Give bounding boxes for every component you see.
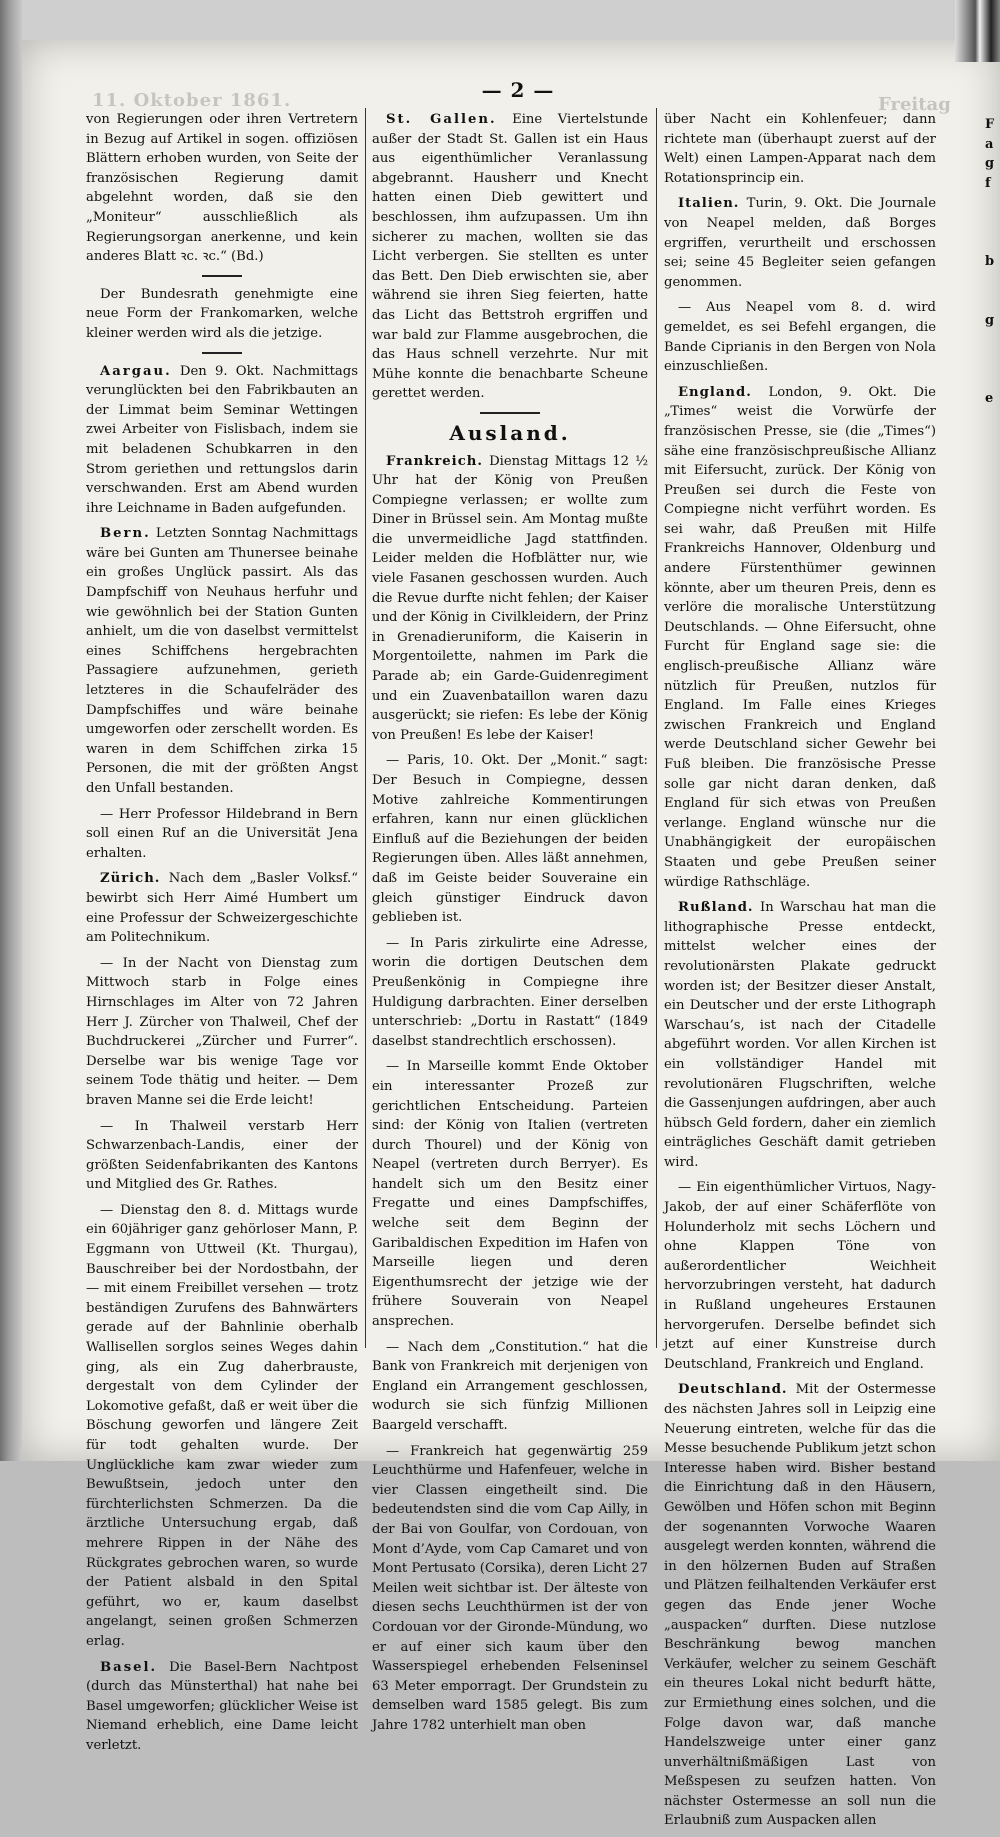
place-name: Bern. xyxy=(100,526,151,542)
cutoff-char xyxy=(985,840,1000,860)
article-text: Letzten Sonntag Nachmittags wäre bei Gunten am Thunersee beinahe ein großes Unglück passirt. Als das Dampfschiff von Neuhaus herfuhr und wie gewöhnlich bei der Station Gunten anhielt, um die von daselbst vermittelst eines Schiffchens hergebrachten Passagiere aufzunehmen, gerieth letzteres in die Schaufelräder des Dampfschiffes und wäre beinahe umgeworfen oder zerschellt worden. Es waren in dem Schiffchen zirka 15 Personen, die mit der größten Angst den Unfall bestanden. xyxy=(86,526,358,796)
article-england xyxy=(664,383,936,892)
article-paragraph: — Aus Neapel vom 8. d. wird gemeldet, es sei Befehl ergangen, die Bande Ciprianis in den Bergen von Nola einzuschließen. xyxy=(664,300,936,375)
separator-rule xyxy=(202,275,242,277)
cutoff-char xyxy=(985,566,1000,586)
article-paragraph: — Paris, 10. Okt. Der „Monit.“ sagt: Der Besuch in Compiegne, dessen Motive zahlreiche Kommentirungen erfahren, kann nur einen glücklichen Einfluß auf die Beziehungen der beiden Regierungen üben. Alles läßt annehmen, daß im Geiste beider Souveraine ein gleich günstiger Eindruck davon geblieben ist. xyxy=(372,753,648,926)
cutoff-char xyxy=(985,272,1000,292)
cutoff-char xyxy=(985,703,1000,723)
cutoff-char xyxy=(985,879,1000,899)
article-paragraph: Der Bundesrath genehmigte eine neue Form der Frankomarken, welche kleiner werden wird als die jetzige. xyxy=(86,286,358,341)
cutoff-char xyxy=(985,1114,1000,1134)
place-name: Frankreich. xyxy=(386,453,483,469)
article-paragraph: — In Thalweil verstarb Herr Schwarzenbach-Landis, einer der größten Seidenfabrikanten des Kantons und Mitglied des Gr. Rathes. xyxy=(86,1118,358,1193)
cutoff-char xyxy=(985,370,1000,390)
cutoff-char xyxy=(985,781,1000,801)
cutoff-char xyxy=(985,624,1000,644)
cutoff-char: e xyxy=(985,391,994,407)
article-paragraph: — Ein eigenthümlicher Virtuos, Nagy-Jakob, der auf einer Schäferflöte von Holunderholz mit sechs Löchern und ohne Klappen Töne von außerordentlicher Weichheit hervorzubringen versteht, hat dadurch in Rußland ungeheures Erstaunen hervorgerufen. Derselbe befindet sich jetzt auf einer Kunstreise durch Deutschland, Frankreich und England. xyxy=(664,1180,936,1372)
column-divider xyxy=(365,108,366,1348)
cutoff-char xyxy=(985,605,1000,625)
place-name: Aargau. xyxy=(100,363,172,379)
cutoff-char xyxy=(985,918,1000,938)
article-basel xyxy=(86,1658,358,1756)
column-1 xyxy=(86,110,358,1762)
cutoff-char xyxy=(985,291,1000,311)
place-name: Basel. xyxy=(100,1659,158,1675)
cutoff-char xyxy=(985,860,1000,880)
place-name: Italien. xyxy=(678,196,740,212)
section-heading-ausland: Ausland. xyxy=(449,420,571,445)
column-4-cutoff xyxy=(985,115,1000,1215)
cutoff-char xyxy=(985,1095,1000,1115)
cutoff-char xyxy=(985,331,1000,351)
cutoff-char xyxy=(985,958,1000,978)
cutoff-char xyxy=(985,899,1000,919)
article-paragraph: — Frankreich hat gegenwärtig 259 Leuchthürme und Hafenfeuer, welche in vier Classen eingetheilt sind. Die bedeutendsten sind die vom Cap Ailly, in der Bai von Goulfar, von Cordouan, von Mont d’Ayde, vom Cap Camaret und von Mont Pertusato (Corsika), deren Licht 27 Meilen weit sichtbar ist. Der älteste von diesen sechs Leuchthürmen ist der von Cordouan vor der Gironde-Mündung, wo er auf einer sich kaum über den Wasserspiegel erhebenden Felseninsel 63 Meter emporragt. Der Grundstein zu demselben ward 1585 gelegt. Bis zum Jahre 1782 unterhielt man oben xyxy=(372,1443,648,1733)
article-paragraph: — Dienstag den 8. d. Mittags wurde ein 60jähriger ganz gehörloser Mann, P. Eggmann von Uttweil (Kt. Thurgau), Bauschreiber bei der Nordostbahn, der — mit einem Freibillet versehen — trotz beständigen Zurufens des Bahnwärters gerade auf der Bahnlinie oberhalb Wallisellen sorglos seines Weges dahin ging, als ein Zug daherbrauste, dergestalt von dem Cylinder der Lokomotive gefaßt, daß er weit über die Böschung geworfen und längere Zeit für todt gehalten wurde. Der Unglückliche kam zwar wieder zum Bewußtsein, jedoch unter den fürchterlichsten Schmerzen. Da die ärztliche Untersuchung ergab, daß mehrere Rippen in der Nähe des Rückgrates gebrochen waren, so wurde der Patient alsbald in den Spital geführt, wo er, kaum daselbst angelangt, seinen großen Schmerzen erlag. xyxy=(86,1202,358,1649)
cutoff-char xyxy=(985,742,1000,762)
place-name: Deutschland. xyxy=(678,1382,788,1398)
cutoff-char xyxy=(985,801,1000,821)
cutoff-char xyxy=(985,1075,1000,1095)
separator-rule xyxy=(480,412,540,414)
cutoff-char: f xyxy=(985,175,991,191)
cutoff-char xyxy=(985,997,1000,1017)
cutoff-char xyxy=(985,1056,1000,1076)
cutoff-char xyxy=(985,1036,1000,1056)
cutoff-char xyxy=(985,1134,1000,1154)
column-2 xyxy=(372,110,648,1742)
cutoff-char xyxy=(985,213,1000,233)
scan-left-edge xyxy=(0,0,22,1461)
cutoff-char xyxy=(985,233,1000,253)
cutoff-char: g xyxy=(985,312,995,328)
article-paragraph: — Nach dem „Constitution.“ hat die Bank von Frankreich mit derjenigen von England ein Arrangement geschlossen, wodurch sie sich fünfzig Millionen Baargeld verschafft. xyxy=(372,1339,648,1433)
article-text: Mit der Ostermesse des nächsten Jahres soll in Leipzig eine Neuerung eintreten, welche für das die Messe besuchende Publikum jetzt schon Interesse haben wird. Bisher bestand die Einrichtung daß in den Häusern, Gewölben und Höfen schon mit Beginn der sogenannten Vorwoche Waaren ausgelegt werden konnten, während die in den hölzernen Buden auf Straßen und Plätzen feilhaltenden Verkäufer erst gegen das Ende jener Woche „auspacken“ durften. Diese nutzlose Beschränkung bewog manchen Verkäufer, welcher zu seinem Geschäft ein theures Lokal nicht bedurft hätte, zur Ermiethung eines solchen, und die Folge davon war, daß manche Handelszweige unter einer ganz unverhältnißmäßigen Last von Meßspesen zu seufzen hatten. Von nächster Ostermesse an soll nun die Erlaubniß zum Auspacken allen xyxy=(664,1382,936,1829)
article-bern xyxy=(86,524,358,798)
cutoff-char xyxy=(985,1173,1000,1193)
article-frankreich xyxy=(372,452,648,746)
cutoff-char xyxy=(985,507,1000,527)
cutoff-char: a xyxy=(985,136,994,152)
cutoff-char xyxy=(985,1153,1000,1173)
cutoff-char: g xyxy=(985,156,995,172)
cutoff-char: b xyxy=(985,254,995,270)
article-text: Nach dem „Basler Volksf.“ bewirbt sich Herr Aimé Humbert um eine Professur der Schweizergeschichte am Politechnikum. xyxy=(86,871,358,946)
cutoff-char xyxy=(985,977,1000,997)
article-paragraph: über Nacht ein Kohlenfeuer; dann richtete man (überhaupt zuerst auf der Welt) einen Lampen-Apparat nach dem Rotationsprincip ein. xyxy=(664,112,936,186)
cutoff-char xyxy=(985,820,1000,840)
cutoff-char xyxy=(985,1016,1000,1036)
article-aargau xyxy=(86,362,358,519)
masthead-fragment: 11. Oktober 1861. xyxy=(92,90,292,111)
column-divider xyxy=(656,108,657,1348)
article-text: Die Basel-Bern Nachtpost (durch das Münsterthal) hat nahe bei Basel umgeworfen; glücklicher Weise ist Niemand erheblich, eine Dame leicht verletzt. xyxy=(86,1659,358,1753)
cutoff-char xyxy=(985,468,1000,488)
article-zuerich xyxy=(86,869,358,947)
cutoff-char xyxy=(985,938,1000,958)
scan-corner-shadow xyxy=(955,0,1000,62)
place-name: Rußland. xyxy=(678,900,754,916)
cutoff-char xyxy=(985,409,1000,429)
article-deutschland xyxy=(664,1380,936,1831)
cutoff-char xyxy=(985,193,1000,213)
place-name: St. Gallen. xyxy=(386,112,497,127)
separator-rule xyxy=(202,352,242,354)
article-paragraph: — In Paris zirkulirte eine Adresse, worin die dortigen Deutschen dem Preußenkönig in Compiegne ihre Huldigung darbrachten. Einer derselben unterschrieb: „Dortu in Rastatt“ (1849 daselbst standrechtlich erschossen). xyxy=(372,935,648,1049)
article-text: Den 9. Okt. Nachmittags verunglückten bei den Fabrikbauten an der Limmat beim Seminar Wettingen zwei Arbeiter von Fislisbach, indem sie mit beladenen Schubkarren in den Strom geriethen und rettungslos darin verschwanden. Erst am Abend wurden ihre Leichname in Baden aufgefunden. xyxy=(86,363,358,516)
cutoff-char xyxy=(985,526,1000,546)
article-paragraph: — In Marseille kommt Ende Oktober ein interessanter Prozeß zur gerichtlichen Entscheidung. Parteien sind: der König von Italien (vertreten durch Thourel) und der König von Neapel (vertreten durch Berryer). Es handelt sich um den Besitz einer Fregatte und eines Dampfschiffes, welche seit dem Beginn der Garibaldischen Expedition im Hafen von Marseille liegen und deren Eigenthumsrecht der jetzige wie der frühere Souverain von Neapel ansprechen. xyxy=(372,1059,648,1330)
cutoff-char xyxy=(985,585,1000,605)
article-text: Turin, 9. Okt. Die Journale von Neapel melden, daß Borges ergriffen, verurtheilt und erschossen sei; seine 45 Begleiter seien gefangen genommen. xyxy=(664,196,936,290)
cutoff-char xyxy=(985,762,1000,782)
article-text: In Warschau hat man die lithographische Presse entdeckt, mittelst welcher eines der revolutionärsten Plakate gedruckt worden ist; der Besitzer dieser Anstalt, ein Deutscher und der erste Lithograph Warschau’s, ist nach der Citadelle abgeführt worden. Vor allen Kirchen ist ein vollständiger Handel mit revolutionären Flugschriften, welche die Gassenjungen aufdringen, aber auch hübsch Geld fordern, daher ein ziemlich einträgliches Geschäft damit getrieben wird. xyxy=(664,900,936,1170)
article-text: Eine Viertelstunde außer der Stadt St. Gallen ist ein Haus aus eigenthümlicher Veranlassung abgebrannt. Hausherr und Knecht hatten einen Dieb gewittert und beschlossen, ihm aufzupassen. Um ihn sicherer zu machen, wollten sie das Licht verbergen. Sie stellten es unter das Bett. Den Dieb erwischten sie, aber während sie ihren Sieg feierten, hatte das Licht das Bettstroh ergriffen und war bald zur Flamme ausgebrochen, die das Haus schnell verzehrte. Nur mit Mühe konnte die benachbarte Scheune gerettet werden. xyxy=(372,112,648,402)
article-paragraph: — In der Nacht von Dienstag zum Mittwoch starb in Folge eines Hirnschlages im Alter von 72 Jahren Herr J. Zürcher von Thalweil, Chef der Buchdruckerei „Zürcher und Furrer“. Derselbe war bis wenige Tage vor seinem Tode thätig und heiter. — Dem braven Manne sei die Erde leicht! xyxy=(86,955,358,1108)
cutoff-char xyxy=(985,429,1000,449)
cutoff-char: F xyxy=(985,117,995,132)
cutoff-char xyxy=(985,722,1000,742)
article-russland xyxy=(664,898,936,1172)
article-stgallen xyxy=(372,110,648,404)
page-number: — 2 — xyxy=(481,78,555,102)
column-3 xyxy=(664,110,936,1837)
article-italien xyxy=(664,194,936,292)
cutoff-char xyxy=(985,487,1000,507)
scan-top-background xyxy=(0,0,1000,40)
cutoff-char xyxy=(985,350,1000,370)
article-text: Dienstag Mittags 12 ½ Uhr hat der König von Preußen Compiegne verlassen; er wollte zum Diner in Brüssel sein. Am Montag mußte die unvermeidliche Jagd stattfinden. Leider melden die Hofblätter nur, wie viele Fasanen geschossen wurden. Auch die Revue durfte nicht fehlen; der Kaiser und der König in Civilkleidern, der Prinz in Grenadieruniform, die Kaiserin in Morgentoilette, nahmen im Park die Parade ab; ein Garde-Guidenregiment und ein Zuavenbataillon waren dazu ausgerückt; sie riefen: Es lebe der König von Preußen! Es lebe der Kaiser! xyxy=(372,453,648,743)
article-text: London, 9. Okt. Die „Times“ weist die Vorwürfe der französischen Presse, sie (die „Times“) sähe eine französischpreußische Allianz mit Eifersucht, zurück. Der König von Preußen sei durch die Feste von Compiegne nicht verführt worden. Es sei wahr, daß Preußen mit Hilfe Frankreichs Hannover, Oldenburg und andere Fürstenthümer gewinnen könnte, aber um theuren Preis, denn es verlöre die moralische Unterstützung Deutschlands. — Ohne Eifersucht, ohne Furcht für England sage sie: die englisch-preußische Allianz wäre nützlich für Preußen, nutzlos für England. Im Falle eines Krieges zwischen Frankreich und England werde Deutschland sicher Gewehr bei Fuß bleiben. Die französische Presse solle gar nicht daran denken, daß England für sich etwas von Preußen verlange. England wünsche nur die Unabhängigkeit der europäischen Staaten und gebe Preußen seiner würdige Rathschläge. xyxy=(664,384,936,890)
article-paragraph: von Regierungen oder ihren Vertretern in Bezug auf Artikel in sogen. offiziösen Blättern erhoben wurden, von Seite der französischen Regierung damit abgelehnt worden, daß sie den „Moniteur“ ausschließlich als Regierungsorgan anerkenne, und kein anderes Blatt ꝛc. ꝛc.“ (Bd.) xyxy=(86,112,358,265)
article-paragraph: — Herr Professor Hildebrand in Bern soll einen Ruf an die Universität Jena erhalten. xyxy=(86,806,358,861)
cutoff-char xyxy=(985,683,1000,703)
cutoff-char xyxy=(985,546,1000,566)
cutoff-char xyxy=(985,664,1000,684)
place-name: England. xyxy=(678,384,752,400)
masthead-fragment-right: Freitag xyxy=(878,94,951,115)
cutoff-char xyxy=(985,644,1000,664)
cutoff-char xyxy=(985,448,1000,468)
place-name: Zürich. xyxy=(100,871,161,887)
